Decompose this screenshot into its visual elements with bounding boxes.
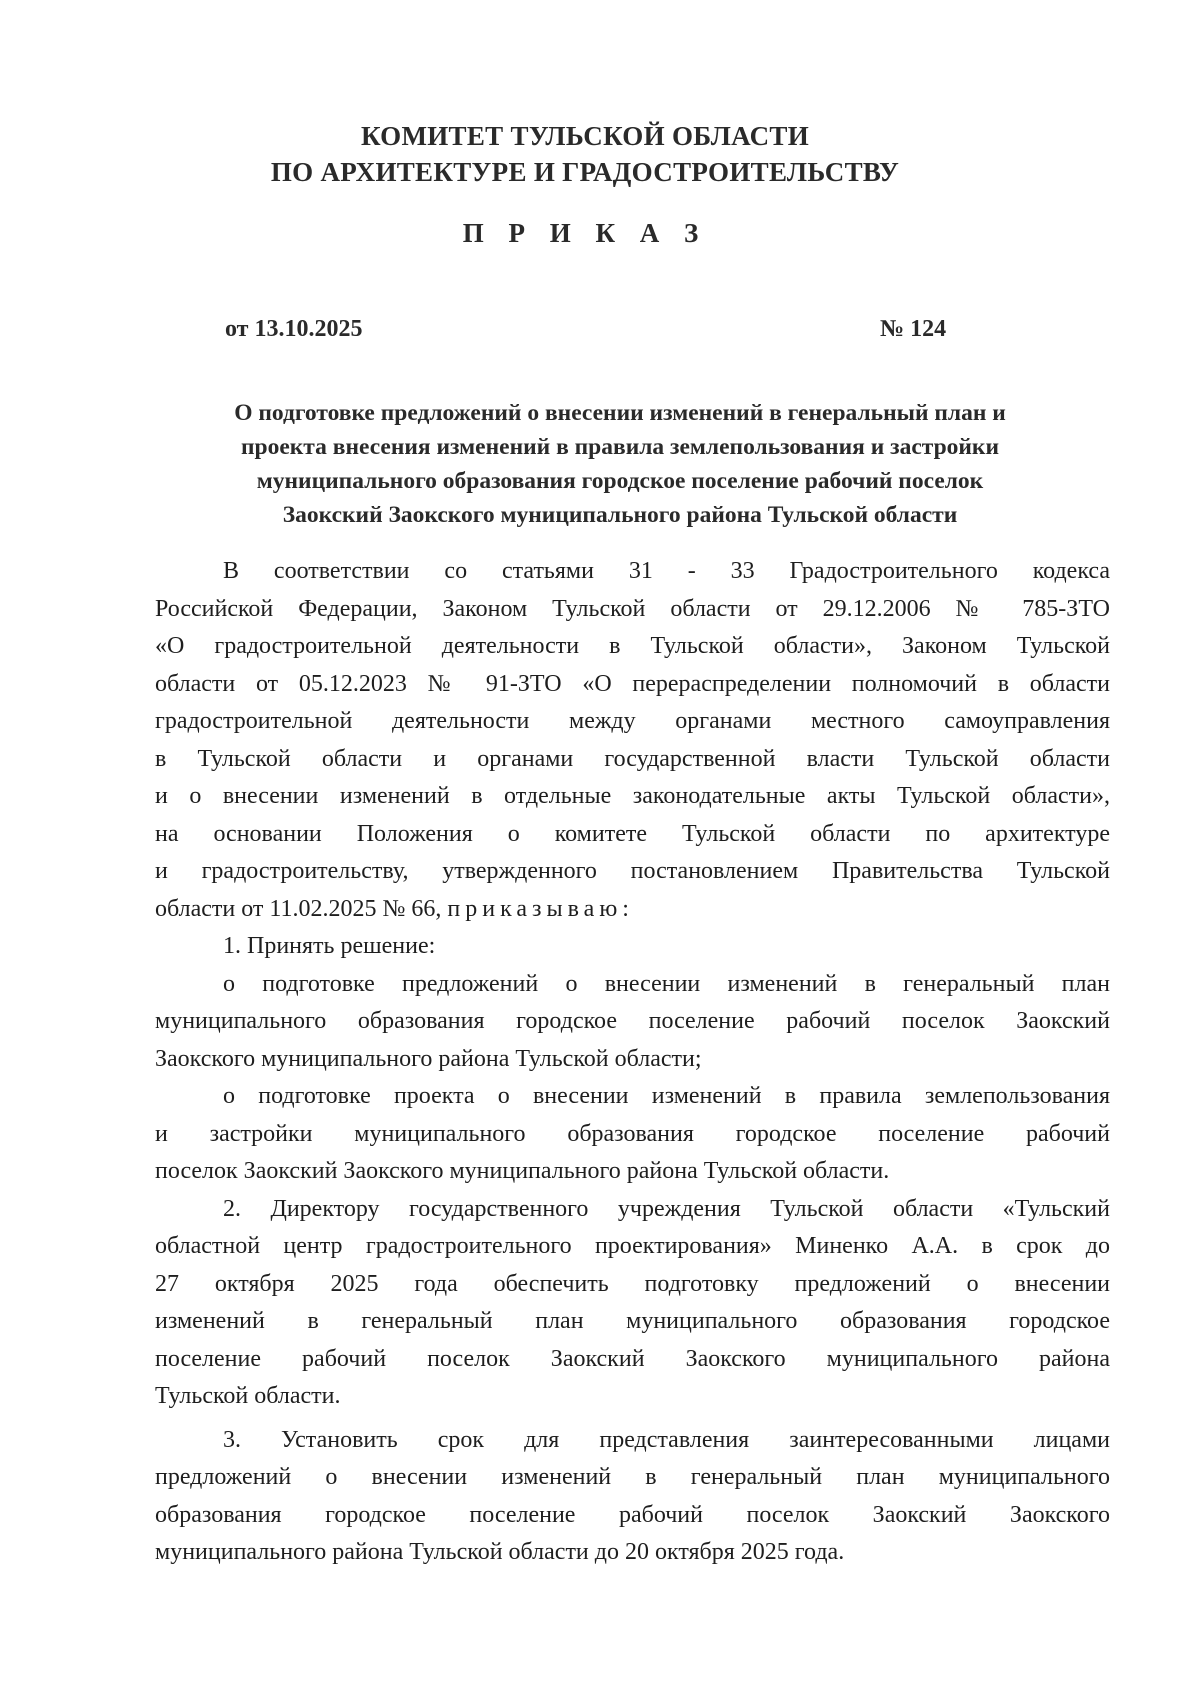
document-body: [155, 553, 1110, 1572]
title-line: муниципального образования городское поселение рабочий поселок: [256, 468, 984, 494]
title-line: Заокский Заокского муниципального района Тульской области: [282, 502, 958, 528]
item-1-heading: 1. Принять решение:: [223, 933, 436, 959]
organization-name: [0, 118, 1170, 190]
body-line: о подготовке предложений о внесении изменений в генеральный план: [223, 970, 1110, 997]
title-line: проекта внесения изменений в правила землепользования и застройки: [240, 434, 1000, 460]
org-line-2: ПО АРХИТЕКТУРЕ И ГРАДОСТРОИТЕЛЬСТВУ: [270, 157, 900, 187]
body-line: области от 05.12.2023 № 91-ЗТО «О перераспределении полномочий в области: [155, 670, 1110, 697]
body-line: образования городское поселение рабочий поселок Заокский Заокского: [155, 1501, 1110, 1528]
body-line: изменений в генеральный план муниципального образования городское: [155, 1308, 1110, 1334]
body-line: 27 октября 2025 года обеспечить подготовку предложений о внесении: [155, 1270, 1110, 1297]
body-line: и застройки муниципального образования городское поселение рабочий: [155, 1120, 1110, 1147]
body-line: о подготовке проекта о внесении изменений в правила землепользования: [223, 1083, 1110, 1109]
body-line: Заокского муниципального района Тульской области;: [155, 1045, 702, 1072]
item-3: [155, 1422, 1110, 1572]
preamble-paragraph: [155, 553, 1110, 928]
body-line: на основании Положения о комитете Тульской области по архитектуре: [155, 820, 1110, 847]
order-word: приказываю:: [447, 895, 634, 922]
body-line: поселок Заокский Заокского муниципального района Тульской области.: [155, 1158, 890, 1184]
body-line: предложений о внесении изменений в генеральный план муниципального: [155, 1464, 1110, 1490]
body-line: «О градостроительной деятельности в Тульской области», Законом Тульской: [155, 633, 1110, 659]
document-number: № 124: [880, 316, 947, 342]
body-line: градостроительной деятельности между органами местного самоуправления: [155, 708, 1110, 734]
body-line: В соответствии со статьями 31 - 33 Градостроительного кодекса: [223, 558, 1110, 584]
body-line: муниципального образования городское поселение рабочий поселок Заокский: [155, 1008, 1110, 1034]
body-line: муниципального района Тульской области до 20 октября 2025 года.: [155, 1539, 845, 1565]
item-1: [155, 928, 1110, 1191]
body-line: 2. Директору государственного учреждения Тульской области «Тульский: [223, 1195, 1110, 1222]
body-line: и градостроительству, утвержденного постановлением Правительства Тульской: [155, 858, 1110, 884]
document-title: [160, 396, 1080, 532]
body-line: Тульской области.: [155, 1383, 341, 1409]
body-line: 3. Установить срок для представления заинтересованными лицами: [223, 1426, 1110, 1453]
document-date: от 13.10.2025: [225, 316, 363, 342]
body-line: и о внесении изменений в отдельные законодательные акты Тульской области»,: [155, 783, 1110, 809]
body-line: поселение рабочий поселок Заокский Заокского муниципального района: [155, 1345, 1110, 1372]
document-type: П Р И К А З: [462, 218, 708, 248]
body-line: [155, 891, 1110, 929]
org-line-1: КОМИТЕТ ТУЛЬСКОЙ ОБЛАСТИ: [360, 121, 810, 151]
item-2: [155, 1191, 1110, 1416]
body-line: в Тульской области и органами государственной власти Тульской области: [155, 745, 1110, 772]
body-line: областной центр градостроительного проектирования» Миненко А.А. в срок до: [155, 1233, 1110, 1259]
body-line: Российской Федерации, Законом Тульской области от 29.12.2006 № 785-ЗТО: [155, 595, 1110, 622]
preamble-last-text: области от 11.02.2025 № 66,: [155, 895, 442, 922]
title-line: О подготовке предложений о внесении изменений в генеральный план и: [234, 400, 1006, 426]
